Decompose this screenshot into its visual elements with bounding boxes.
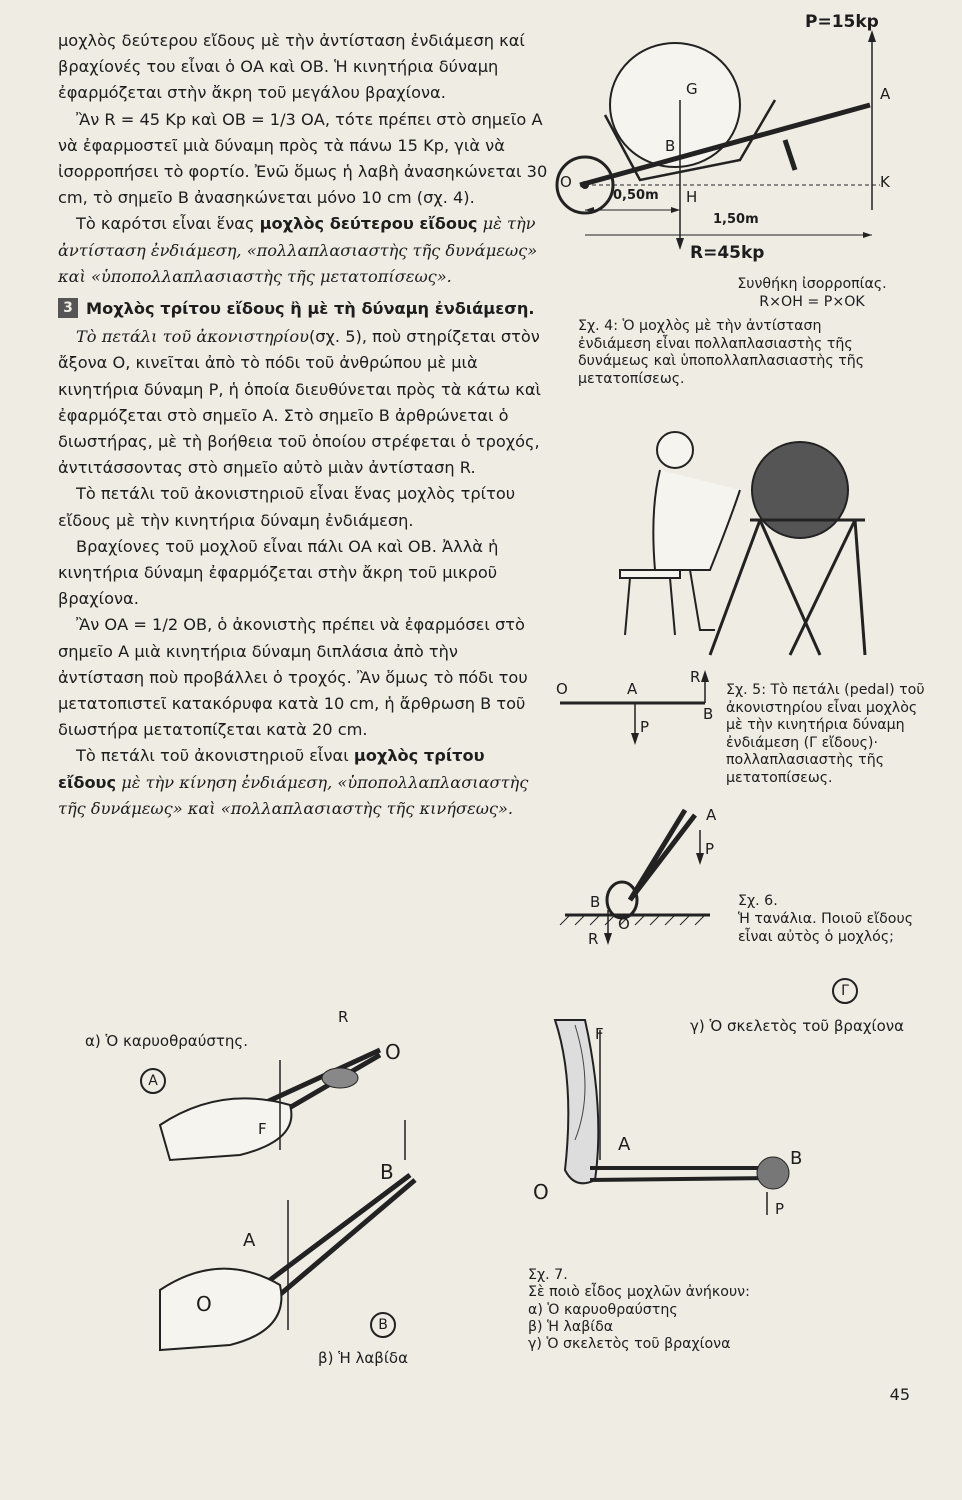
section-number: 3 (58, 298, 78, 318)
knife-sharpener-illustration (620, 420, 920, 670)
pincers-point-B: B (590, 893, 601, 911)
figure-7c-label: γ) Ὁ σκελετὸς τοῦ βραχίονα (690, 1017, 905, 1035)
paragraph: Βραχίονες τοῦ μοχλοῦ εἶναι πάλι ΟΑ καὶ ΟΒ. Ἀλλὰ ἡ κινητήρια δύναμη ἐφαρμόζεται στὴν ἄκρη τοῦ μικροῦ βραχίονα. (58, 536, 499, 609)
main-text-column (58, 28, 548, 822)
text-line: μοχλὸς δεύτερου εἴδους μὲ τὴν ἀντίσταση ἐνδιάμεση καί (58, 31, 525, 50)
equilibrium-equation: R×OH = P×OK (759, 294, 865, 310)
figure-7-question: Σὲ ποιὸ εἶδος μοχλῶν ἀνήκουν: (528, 1284, 750, 1300)
point-G: G (686, 80, 698, 98)
distance-OH-label: 0,50m (613, 188, 659, 203)
figure-6-caption: Ἡ τανάλια. Ποιοῦ εἴδους εἶναι αὐτὸς ὁ μοχλός; (738, 911, 914, 945)
circle-label-C: Γ (832, 978, 858, 1004)
circle-label-B: B (370, 1312, 396, 1338)
figure-7a-label: α) Ὁ καρυοθραύστης. (85, 1032, 248, 1050)
circle-label-A: A (140, 1068, 166, 1094)
paragraph: Ἂν R = 45 Kp καὶ ΟΒ = 1/3 ΟΑ, τότε πρέπει στὸ σημεῖο Α νὰ ἐφαρμοστεῖ μιὰ δύναμη πρὸς τὰ πάνω 15 Kp, γιὰ νὰ ἰσορροπήσει τὸ φορτίο. Ἐνῶ ὅμως ἡ λαβὴ ἀνασηκώνεται 30 cm, τὸ σημεῖο Β ἀνασηκώνεται μόνο 10 cm (σχ. 4). (58, 109, 548, 208)
nutcracker-force-F: F (258, 1120, 267, 1138)
arm-force-F: F (595, 1025, 604, 1043)
figure-7-item-b: β) Ἡ λαβίδα (528, 1319, 614, 1335)
resistance-R: R (690, 668, 701, 686)
nutcracker-point-O: O (385, 1040, 401, 1064)
wheelbarrow-figure (550, 20, 930, 265)
arm-skeleton-illustration (515, 1010, 815, 1210)
distance-OK-label: 1,50m (713, 212, 759, 227)
text-line: ἐφαρμόζεται στὴν ἄκρη τοῦ μεγάλου βραχίονα. (58, 83, 446, 103)
paragraph: Τὸ πετάλι τοῦ ἀκονιστηριοῦ εἶναι ἕνας μοχλὸς τρίτου εἴδους μὲ τὴν κινητήρια δύναμη ἐνδιάμεση. (58, 484, 516, 530)
figure-5-caption: Σχ. 5: Τὸ πετάλι (pedal) τοῦ ἀκονιστηρίου εἶναι μοχλὸς μὲ τὴν κινητήρια δύναμη ἐνδιάμεση (Γ εἴδους)· πολλαπλασιαστὴς τῆς μετατοπίσεως. (726, 682, 925, 786)
nutcracker-resistance-R: R (338, 1008, 349, 1026)
paragraph: Τὸ πετάλι τοῦ ἀκονιστηριοῦ εἶναι μοχλὸς τρίτου εἴδους μὲ τὴν κίνηση ἐνδιάμεση, «ὑποπολλαπλασιαστὴς τῆς δυνάμεως» καὶ «πολλαπλασιαστὴς τῆς κινήσεως». (58, 746, 529, 818)
section-heading: 3 Μοχλὸς τρίτου εἴδους ἢ μὲ τὴ δύναμη ἐνδιάμεση. (58, 296, 548, 322)
tongs-point-B: B (380, 1160, 394, 1184)
pincers-point-O: O (618, 915, 630, 933)
point-A: A (880, 85, 891, 103)
tongs-point-A: A (243, 1230, 256, 1251)
figure-6-number: Σχ. 6. (738, 893, 778, 909)
tongs-point-O: O (196, 1292, 212, 1316)
pedal-point-O: O (556, 680, 568, 698)
arm-point-O: O (533, 1180, 549, 1204)
figure-7-item-c: γ) Ὁ σκελετὸς τοῦ βραχίονα (528, 1336, 731, 1352)
paragraph: Ἂν ΟΑ = 1/2 ΟΒ, ὁ ἀκονιστὴς πρέπει νὰ ἐφαρμόσει στὸ σημεῖο Α μιὰ κινητήρια δύναμη διπλάσια ἀπὸ τὴν ἀντίσταση ποὺ προβάλλει ὁ τροχός. Ἂν ὅμως τὸ πόδι του μετατοπιστεῖ κατακόρυφα κατὰ 10 cm, ἡ ἄρθρωση Β τοῦ διωστήρα μετατοπίζεται κατὰ 20 cm. (58, 615, 528, 740)
page-number: 45 (889, 1385, 910, 1404)
arm-point-B: B (790, 1148, 803, 1169)
figure-7b-label: β) Ἡ λαβίδα (318, 1349, 408, 1367)
equilibrium-title: Συνθήκη ἰσορροπίας. (737, 276, 887, 292)
figure-7-number: Σχ. 7. (528, 1267, 568, 1283)
pincers-force-P: P (705, 840, 715, 858)
force-P-label: P=15kp (805, 12, 879, 32)
figure-7-item-a: α) Ὁ καρυοθραύστης (528, 1302, 678, 1318)
arm-resistance-P: P (775, 1200, 785, 1218)
point-K: K (880, 173, 890, 191)
paragraph: Τὸ πετάλι τοῦ ἀκονιστηρίου(σχ. 5), ποὺ στηρίζεται στὸν ἄξονα Ο, κινεῖται ἀπὸ τὸ πόδι τοῦ ἀνθρώπου μὲ μιὰ κινητήρια δύναμη P, ἡ ὁποία διευθύνεται πρὸς τὰ κάτω καὶ ἐφαρμόζεται στὸ σημεῖο Α. Στὸ σημεῖο Β ἀρθρώνεται ὁ διωστήρας, μὲ τὴ βοήθεια τοῦ ὁποίου στρέφεται ὁ τροχός, ἀντιτάσσοντας στὸ σημεῖο αὐτὸ μιὰν ἀντίσταση R. (58, 327, 541, 478)
paragraph: Τὸ καρότσι εἶναι ἕνας μοχλὸς δεύτερου εἴδους μὲ τὴν ἀντίσταση ἐνδιάμεση, «πολλαπλασιαστὴς τῆς δυνάμεως» καὶ «ὑποπολλαπλασιαστὴς τῆς μετατοπίσεως». (58, 214, 538, 286)
point-H: H (686, 188, 698, 206)
resistance-R-label: R=45kp (690, 243, 765, 263)
point-O: O (560, 173, 572, 191)
pincers-diagram (560, 800, 720, 945)
force-P: P (640, 718, 650, 736)
text-line: βραχίονές του εἶναι ὁ ΟΑ καὶ ΟΒ. Ἡ κινητήρια δύναμη (58, 57, 499, 77)
pedal-point-A: A (627, 680, 638, 698)
point-B: B (665, 137, 676, 155)
pincers-point-A: A (706, 806, 717, 824)
pedal-point-B: B (703, 705, 714, 723)
arm-point-A: A (618, 1134, 631, 1155)
figure-4-caption: Σχ. 4: Ὁ μοχλὸς μὲ τὴν ἀντίσταση ἐνδιάμεση εἶναι πολλαπλασιαστὴς τῆς δυνάμεως καὶ ὑποπολλαπλασιαστὴς τῆς μετατοπίσεως. (578, 318, 865, 387)
nutcracker-and-tongs-illustration (140, 1030, 440, 1360)
pincers-resistance-R: R (588, 930, 599, 948)
